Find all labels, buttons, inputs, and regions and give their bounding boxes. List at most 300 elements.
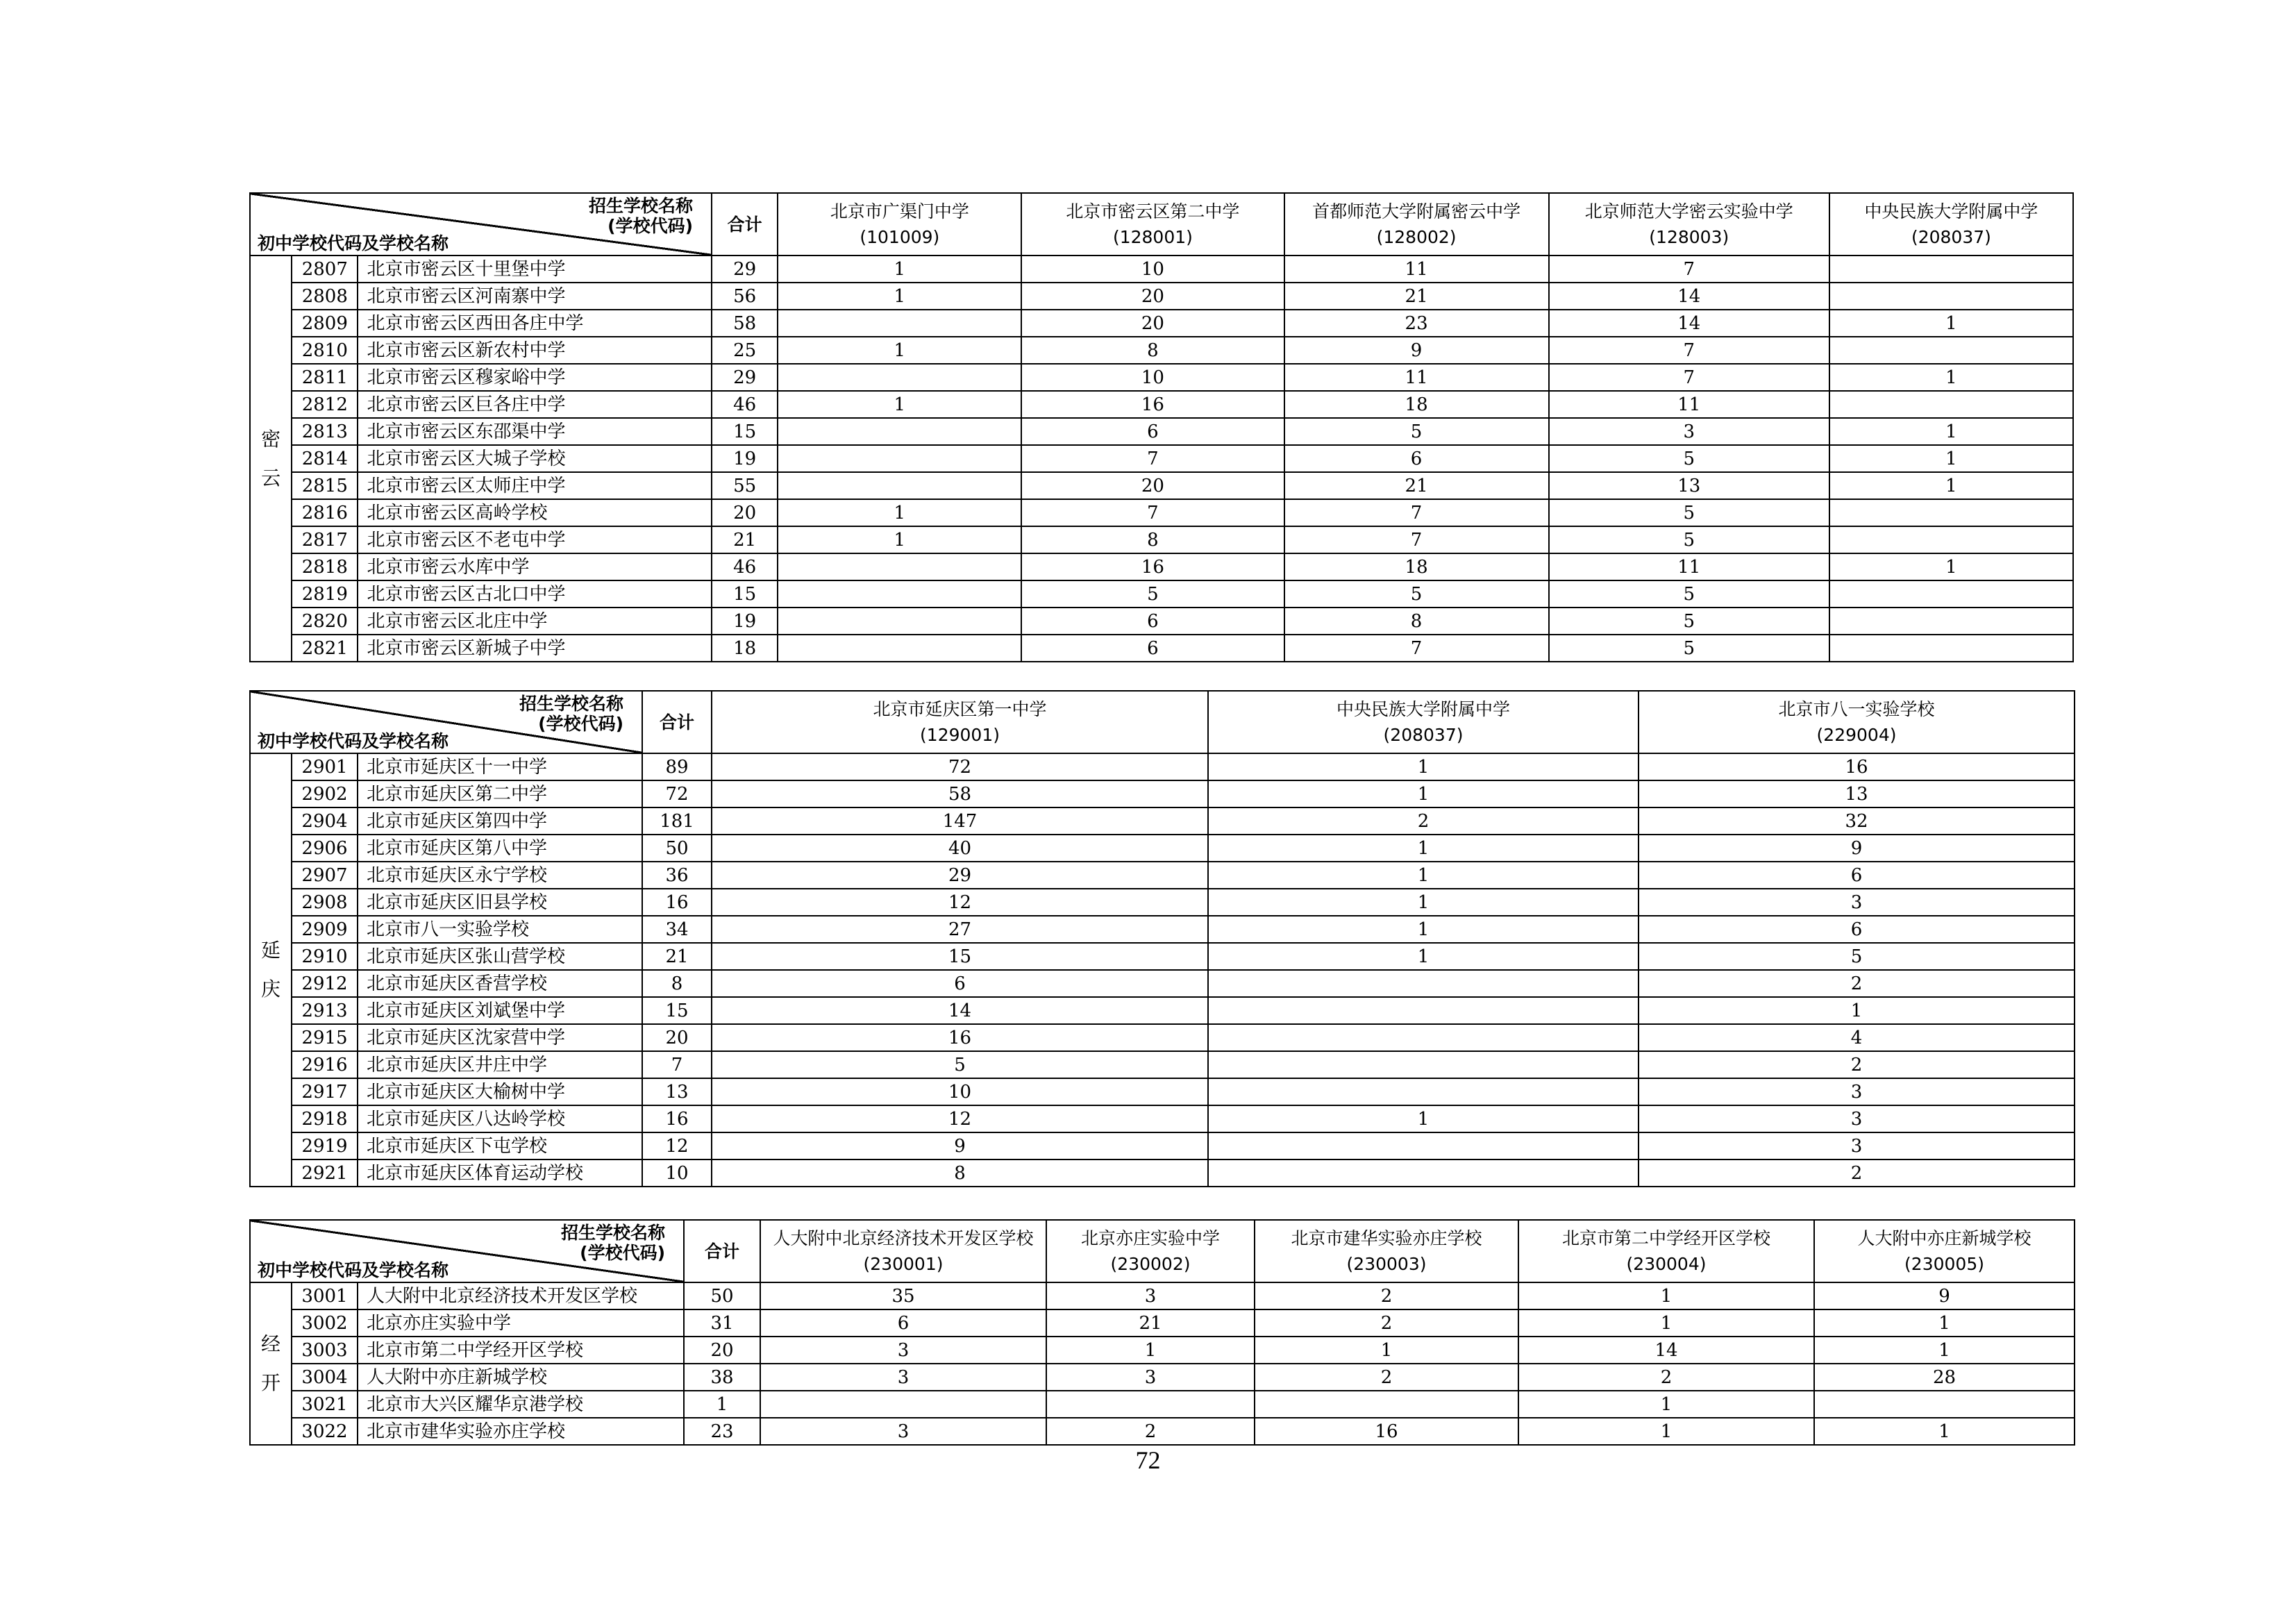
value-cell — [1829, 608, 2073, 635]
header-top-label-group — [561, 1223, 665, 1264]
value-cell: 1 — [1814, 1337, 2075, 1364]
middle-school-name: 北京市密云区十里堡中学 — [358, 256, 712, 283]
header-top-label: 招生学校名称 — [589, 196, 694, 216]
value-cell: 8 — [1284, 608, 1549, 635]
middle-school-code: 2910 — [292, 943, 358, 970]
value-cell — [778, 580, 1021, 608]
school-name: 中央民族大学附属中学 — [1336, 698, 1511, 719]
value-cell: 14 — [1518, 1337, 1814, 1364]
value-cell: 5 — [1284, 418, 1549, 445]
value-cell: 10 — [1021, 364, 1284, 391]
value-cell: 1 — [778, 526, 1021, 553]
value-cell — [778, 553, 1021, 580]
value-cell: 21 — [1284, 472, 1549, 499]
middle-school-code: 2821 — [292, 635, 358, 662]
school-code: (128002) — [1376, 227, 1457, 247]
row-total: 56 — [712, 283, 778, 310]
value-cell: 3 — [760, 1364, 1046, 1391]
value-cell: 1 — [1829, 553, 2073, 580]
value-cell: 18 — [1284, 391, 1549, 418]
value-cell — [1829, 283, 2073, 310]
school-header — [1518, 1220, 1814, 1282]
header-top-label: 招生学校名称 — [561, 1223, 666, 1243]
middle-school-name: 北京市延庆区十一中学 — [358, 753, 642, 780]
value-cell: 29 — [712, 862, 1208, 889]
value-cell: 6 — [760, 1309, 1046, 1337]
header-top-label-group — [519, 694, 623, 735]
school-code: (128003) — [1649, 227, 1729, 247]
value-cell: 16 — [1021, 391, 1284, 418]
enrollment-table-yanqing — [249, 690, 2075, 1187]
middle-school-code: 3001 — [292, 1282, 358, 1309]
header-row — [250, 1220, 2075, 1282]
value-cell — [1208, 1160, 1639, 1187]
value-cell: 23 — [1284, 310, 1549, 337]
header-top-label-code: (学校代码) — [538, 713, 624, 734]
value-cell: 16 — [1639, 753, 2075, 780]
middle-school-name: 北京市延庆区下屯学校 — [358, 1132, 642, 1160]
row-total: 18 — [712, 635, 778, 662]
row-total: 20 — [684, 1337, 760, 1364]
middle-school-name: 北京市密云区古北口中学 — [358, 580, 712, 608]
value-cell: 7 — [1284, 499, 1549, 526]
value-cell: 6 — [1639, 916, 2075, 943]
row-total: 16 — [642, 1105, 712, 1132]
school-code: (230001) — [863, 1254, 944, 1274]
table-row — [250, 1364, 2075, 1391]
table-row — [250, 256, 2073, 283]
table-row — [250, 418, 2073, 445]
value-cell: 7 — [1549, 337, 1829, 364]
table-row — [250, 1418, 2075, 1445]
middle-school-code: 2809 — [292, 310, 358, 337]
row-total: 13 — [642, 1078, 712, 1105]
value-cell: 16 — [712, 1024, 1208, 1051]
row-total: 15 — [642, 997, 712, 1024]
middle-school-name: 人大附中亦庄新城学校 — [358, 1364, 684, 1391]
school-header — [1639, 691, 2075, 753]
middle-school-name: 北京市密云区新城子中学 — [358, 635, 712, 662]
row-total: 38 — [684, 1364, 760, 1391]
row-total: 19 — [712, 608, 778, 635]
value-cell: 1 — [1208, 862, 1639, 889]
school-name: 北京市八一实验学校 — [1778, 698, 1935, 719]
value-cell: 6 — [1021, 608, 1284, 635]
middle-school-code: 3022 — [292, 1418, 358, 1445]
value-cell: 1 — [1518, 1309, 1814, 1337]
value-cell — [778, 472, 1021, 499]
value-cell — [778, 635, 1021, 662]
row-total: 20 — [642, 1024, 712, 1051]
table-row — [250, 780, 2075, 807]
row-total: 15 — [712, 580, 778, 608]
row-total: 55 — [712, 472, 778, 499]
row-total: 50 — [684, 1282, 760, 1309]
school-name: 北京亦庄实验中学 — [1081, 1228, 1221, 1248]
middle-school-name: 北京市建华实验亦庄学校 — [358, 1418, 684, 1445]
value-cell — [778, 364, 1021, 391]
value-cell: 2 — [1046, 1418, 1255, 1445]
value-cell: 21 — [1284, 283, 1549, 310]
value-cell — [1829, 337, 2073, 364]
middle-school-name: 北京市密云水库中学 — [358, 553, 712, 580]
table-row — [250, 635, 2073, 662]
row-total: 15 — [712, 418, 778, 445]
middle-school-name: 北京市延庆区沈家营中学 — [358, 1024, 642, 1051]
value-cell — [1208, 1024, 1639, 1051]
value-cell: 9 — [1639, 835, 2075, 862]
table-row — [250, 1132, 2075, 1160]
middle-school-name: 北京市密云区北庄中学 — [358, 608, 712, 635]
row-total: 19 — [712, 445, 778, 472]
value-cell: 1 — [1255, 1337, 1518, 1364]
middle-school-name: 北京市延庆区永宁学校 — [358, 862, 642, 889]
region-char: 密 — [261, 427, 281, 451]
value-cell: 40 — [712, 835, 1208, 862]
school-header — [1046, 1220, 1255, 1282]
value-cell: 7 — [1549, 364, 1829, 391]
value-cell: 1 — [778, 283, 1021, 310]
value-cell: 20 — [1021, 310, 1284, 337]
table-row — [250, 862, 2075, 889]
total-header: 合计 — [642, 691, 712, 753]
value-cell: 13 — [1639, 780, 2075, 807]
value-cell — [1208, 1051, 1639, 1078]
table-row — [250, 364, 2073, 391]
total-header: 合计 — [712, 193, 778, 256]
region-char: 庆 — [260, 978, 280, 1001]
table-row — [250, 1282, 2075, 1309]
region-label — [250, 753, 292, 1187]
middle-school-name: 北京市大兴区耀华京港学校 — [358, 1391, 684, 1418]
school-name: 人大附中亦庄新城学校 — [1857, 1228, 2031, 1248]
value-cell: 5 — [1284, 580, 1549, 608]
row-total: 21 — [642, 943, 712, 970]
school-header — [1284, 193, 1549, 256]
total-header: 合计 — [684, 1220, 760, 1282]
value-cell: 11 — [1284, 256, 1549, 283]
value-cell: 1 — [1829, 445, 2073, 472]
value-cell — [778, 310, 1021, 337]
value-cell: 1 — [1639, 997, 2075, 1024]
table-row — [250, 1337, 2075, 1364]
value-cell: 1 — [1829, 418, 2073, 445]
middle-school-code: 2907 — [292, 862, 358, 889]
middle-school-code: 2918 — [292, 1105, 358, 1132]
diagonal-header-cell — [250, 1220, 684, 1282]
value-cell: 2 — [1255, 1282, 1518, 1309]
value-cell — [1814, 1391, 2075, 1418]
value-cell: 2 — [1639, 1160, 2075, 1187]
middle-school-code: 2808 — [292, 283, 358, 310]
value-cell: 1 — [1518, 1391, 1814, 1418]
value-cell: 58 — [712, 780, 1208, 807]
middle-school-code: 2815 — [292, 472, 358, 499]
row-total: 21 — [712, 526, 778, 553]
middle-school-name: 北京市延庆区旧县学校 — [358, 889, 642, 916]
value-cell: 15 — [712, 943, 1208, 970]
value-cell: 14 — [1549, 310, 1829, 337]
value-cell: 5 — [1549, 445, 1829, 472]
table-row — [250, 310, 2073, 337]
value-cell: 20 — [1021, 472, 1284, 499]
value-cell: 11 — [1549, 553, 1829, 580]
table-body — [250, 691, 2075, 1187]
value-cell: 3 — [1639, 1105, 2075, 1132]
value-cell: 7 — [1021, 445, 1284, 472]
table-row — [250, 391, 2073, 418]
table-row — [250, 608, 2073, 635]
middle-school-name: 北京市延庆区第四中学 — [358, 807, 642, 835]
school-name: 首都师范大学附属密云中学 — [1312, 201, 1521, 221]
value-cell: 12 — [712, 1105, 1208, 1132]
value-cell: 3 — [760, 1337, 1046, 1364]
enrollment-table-jingkai — [249, 1219, 2075, 1446]
row-total: 72 — [642, 780, 712, 807]
table-row — [250, 753, 2075, 780]
value-cell: 147 — [712, 807, 1208, 835]
table-row — [250, 283, 2073, 310]
table-row — [250, 337, 2073, 364]
school-name: 北京市广渠门中学 — [830, 201, 969, 221]
middle-school-name: 北京市八一实验学校 — [358, 916, 642, 943]
middle-school-code: 2916 — [292, 1051, 358, 1078]
value-cell: 5 — [1639, 943, 2075, 970]
middle-school-code: 2811 — [292, 364, 358, 391]
table-row — [250, 1024, 2075, 1051]
page-number: 72 — [1135, 1446, 1161, 1474]
value-cell: 20 — [1021, 283, 1284, 310]
table-row — [250, 1078, 2075, 1105]
value-cell: 3 — [1046, 1282, 1255, 1309]
value-cell: 5 — [1549, 580, 1829, 608]
value-cell: 7 — [1021, 499, 1284, 526]
value-cell: 3 — [1639, 1132, 2075, 1160]
value-cell: 3 — [1639, 889, 2075, 916]
school-code: (208037) — [1383, 725, 1464, 745]
row-total: 31 — [684, 1309, 760, 1337]
middle-school-code: 2921 — [292, 1160, 358, 1187]
value-cell: 6 — [1284, 445, 1549, 472]
table-row — [250, 943, 2075, 970]
value-cell: 1 — [1208, 943, 1639, 970]
middle-school-code: 2820 — [292, 608, 358, 635]
table-row — [250, 807, 2075, 835]
school-code: (230004) — [1626, 1254, 1707, 1274]
value-cell: 13 — [1549, 472, 1829, 499]
table-row — [250, 916, 2075, 943]
value-cell: 2 — [1639, 970, 2075, 997]
diagonal-header-cell — [250, 691, 642, 753]
region-char: 经 — [260, 1332, 280, 1355]
value-cell: 28 — [1814, 1364, 2075, 1391]
value-cell: 10 — [712, 1078, 1208, 1105]
school-code: (101009) — [860, 227, 940, 247]
value-cell: 9 — [1284, 337, 1549, 364]
value-cell: 8 — [712, 1160, 1208, 1187]
value-cell: 9 — [712, 1132, 1208, 1160]
school-code: (208037) — [1911, 227, 1991, 247]
school-code: (230003) — [1346, 1254, 1427, 1274]
table-row — [250, 1105, 2075, 1132]
school-code: (229004) — [1816, 725, 1897, 745]
value-cell — [1208, 970, 1639, 997]
row-total: 46 — [712, 391, 778, 418]
school-name: 北京市第二中学经开区学校 — [1562, 1228, 1771, 1248]
middle-school-code: 2807 — [292, 256, 358, 283]
value-cell: 2 — [1639, 1051, 2075, 1078]
value-cell: 6 — [1639, 862, 2075, 889]
value-cell — [1829, 580, 2073, 608]
middle-school-name: 北京市密云区西田各庄中学 — [358, 310, 712, 337]
value-cell: 3 — [1549, 418, 1829, 445]
school-header — [778, 193, 1021, 256]
middle-school-code: 3004 — [292, 1364, 358, 1391]
table-body — [250, 1220, 2075, 1445]
value-cell — [1046, 1391, 1255, 1418]
value-cell — [1255, 1391, 1518, 1418]
middle-school-name: 北京市密云区新农村中学 — [358, 337, 712, 364]
region-char: 开 — [260, 1371, 280, 1394]
enrollment-table-miyun — [249, 192, 2074, 662]
middle-school-code: 2818 — [292, 553, 358, 580]
row-total: 36 — [642, 862, 712, 889]
header-row — [250, 193, 2073, 256]
value-cell — [778, 418, 1021, 445]
value-cell: 1 — [1829, 364, 2073, 391]
value-cell: 2 — [1518, 1364, 1814, 1391]
school-header — [760, 1220, 1046, 1282]
value-cell: 6 — [1021, 418, 1284, 445]
value-cell: 1 — [778, 256, 1021, 283]
value-cell: 1 — [1208, 916, 1639, 943]
table-row — [250, 580, 2073, 608]
value-cell — [1208, 1132, 1639, 1160]
table-row — [250, 835, 2075, 862]
value-cell: 7 — [1284, 635, 1549, 662]
value-cell: 35 — [760, 1282, 1046, 1309]
region-char: 云 — [261, 466, 281, 489]
school-name: 北京市密云区第二中学 — [1066, 201, 1240, 221]
value-cell: 4 — [1639, 1024, 2075, 1051]
row-total: 20 — [712, 499, 778, 526]
value-cell: 1 — [1208, 780, 1639, 807]
table-body — [250, 193, 2073, 662]
value-cell: 5 — [1549, 499, 1829, 526]
school-header — [1208, 691, 1639, 753]
middle-school-code: 2901 — [292, 753, 358, 780]
value-cell: 18 — [1284, 553, 1549, 580]
school-name: 北京师范大学密云实验中学 — [1584, 201, 1793, 221]
middle-school-code: 2902 — [292, 780, 358, 807]
value-cell: 3 — [1046, 1364, 1255, 1391]
value-cell: 3 — [760, 1418, 1046, 1445]
middle-school-name: 北京亦庄实验中学 — [358, 1309, 684, 1337]
value-cell: 8 — [1021, 526, 1284, 553]
school-code: (129001) — [920, 725, 1000, 745]
header-bottom-label: 初中学校代码及学校名称 — [258, 1260, 449, 1280]
row-total: 25 — [712, 337, 778, 364]
value-cell: 5 — [1021, 580, 1284, 608]
row-total: 34 — [642, 916, 712, 943]
school-header — [1829, 193, 2073, 256]
value-cell: 1 — [1208, 1105, 1639, 1132]
value-cell: 14 — [1549, 283, 1829, 310]
row-total: 181 — [642, 807, 712, 835]
value-cell: 1 — [1208, 835, 1639, 862]
header-top-label-group — [589, 196, 693, 237]
table-row — [250, 499, 2073, 526]
value-cell: 5 — [712, 1051, 1208, 1078]
value-cell: 1 — [1814, 1309, 2075, 1337]
school-code: (128001) — [1112, 227, 1193, 247]
table-row — [250, 1160, 2075, 1187]
middle-school-name: 北京市延庆区第八中学 — [358, 835, 642, 862]
value-cell: 3 — [1639, 1078, 2075, 1105]
school-name: 人大附中北京经济技术开发区学校 — [773, 1228, 1034, 1248]
row-total: 46 — [712, 553, 778, 580]
middle-school-name: 北京市密云区东邵渠中学 — [358, 418, 712, 445]
middle-school-name: 北京市密云区不老屯中学 — [358, 526, 712, 553]
value-cell: 16 — [1255, 1418, 1518, 1445]
value-cell — [778, 445, 1021, 472]
value-cell — [1829, 635, 2073, 662]
table-row — [250, 526, 2073, 553]
value-cell: 1 — [1208, 753, 1639, 780]
value-cell: 2 — [1255, 1309, 1518, 1337]
value-cell: 32 — [1639, 807, 2075, 835]
middle-school-name: 北京市延庆区刘斌堡中学 — [358, 997, 642, 1024]
row-total: 1 — [684, 1391, 760, 1418]
school-name: 北京市延庆区第一中学 — [873, 698, 1047, 719]
value-cell: 1 — [1518, 1282, 1814, 1309]
school-header — [1814, 1220, 2075, 1282]
value-cell — [778, 608, 1021, 635]
middle-school-code: 2812 — [292, 391, 358, 418]
middle-school-code: 2915 — [292, 1024, 358, 1051]
middle-school-name: 人大附中北京经济技术开发区学校 — [358, 1282, 684, 1309]
header-row — [250, 691, 2075, 753]
middle-school-name: 北京市密云区太师庄中学 — [358, 472, 712, 499]
school-header — [1021, 193, 1284, 256]
middle-school-name: 北京市延庆区大榆树中学 — [358, 1078, 642, 1105]
header-bottom-label: 初中学校代码及学校名称 — [258, 731, 449, 751]
region-label — [250, 256, 292, 662]
middle-school-code: 2908 — [292, 889, 358, 916]
school-name: 北京市建华实验亦庄学校 — [1291, 1228, 1482, 1248]
value-cell: 1 — [1208, 889, 1639, 916]
value-cell: 11 — [1549, 391, 1829, 418]
row-total: 23 — [684, 1418, 760, 1445]
middle-school-name: 北京市密云区高岭学校 — [358, 499, 712, 526]
value-cell: 10 — [1021, 256, 1284, 283]
row-total: 7 — [642, 1051, 712, 1078]
middle-school-code: 2819 — [292, 580, 358, 608]
value-cell: 8 — [1021, 337, 1284, 364]
row-total: 12 — [642, 1132, 712, 1160]
row-total: 29 — [712, 256, 778, 283]
value-cell: 1 — [1829, 472, 2073, 499]
value-cell: 2 — [1208, 807, 1639, 835]
table-row — [250, 445, 2073, 472]
value-cell: 6 — [712, 970, 1208, 997]
row-total: 10 — [642, 1160, 712, 1187]
value-cell: 6 — [1021, 635, 1284, 662]
value-cell — [760, 1391, 1046, 1418]
middle-school-code: 3021 — [292, 1391, 358, 1418]
middle-school-code: 2906 — [292, 835, 358, 862]
middle-school-code: 2814 — [292, 445, 358, 472]
